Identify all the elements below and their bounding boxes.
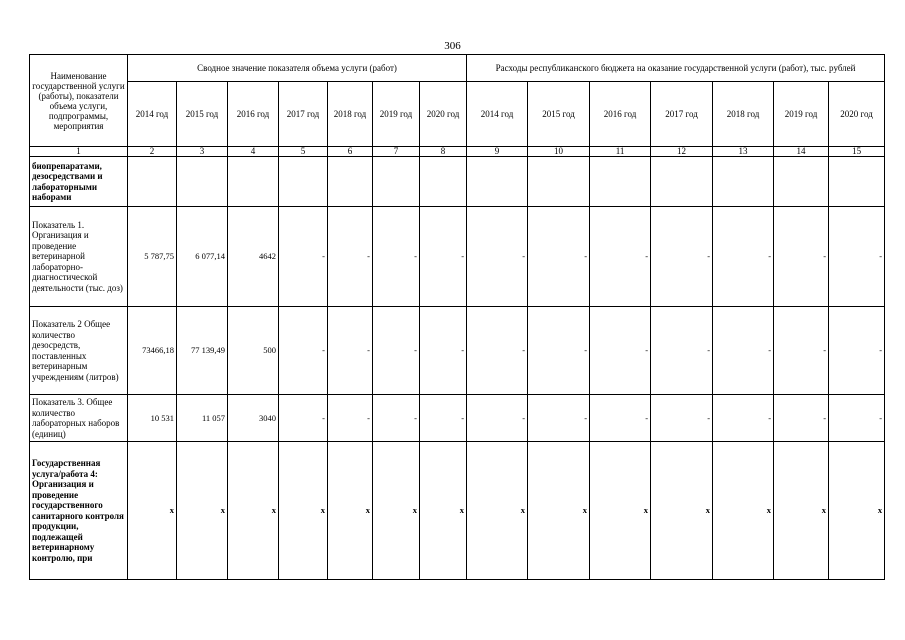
value-cell: x [177,442,228,580]
column-number: 10 [528,147,590,157]
year-header: 2020 год [420,82,467,147]
value-cell: - [590,307,651,395]
column-number: 3 [177,147,228,157]
value-cell [328,157,373,207]
value-cell: - [651,307,713,395]
value-cell: 11 057 [177,395,228,442]
table-row [30,307,885,395]
expenses-group-header: Расходы республиканского бюджета на оказание государственной услуги (работ), тыс. рублей [467,55,885,82]
value-cell: - [467,395,528,442]
value-cell: 6 077,14 [177,207,228,307]
value-cell: x [279,442,328,580]
value-cell: - [774,207,829,307]
value-cell: - [528,307,590,395]
value-cell: - [829,207,885,307]
value-cell: - [420,307,467,395]
row-name-cell: Показатель 1. Организация и проведение ветеринарной лабораторно-диагностической деятельности (тыс. доз) [30,207,128,307]
year-header: 2017 год [651,82,713,147]
column-number-row [30,147,885,157]
value-cell: - [651,395,713,442]
value-cell: 4642 [228,207,279,307]
column-number: 9 [467,147,528,157]
column-number: 8 [420,147,467,157]
value-cell [177,157,228,207]
value-cell [128,157,177,207]
value-cell: - [713,395,774,442]
header-row-years [30,82,885,147]
value-cell: x [467,442,528,580]
value-cell [651,157,713,207]
value-cell: - [590,395,651,442]
year-header: 2018 год [713,82,774,147]
value-cell: - [328,307,373,395]
table-row [30,442,885,580]
value-cell [713,157,774,207]
year-header: 2019 год [774,82,829,147]
value-cell [467,157,528,207]
value-cell [829,157,885,207]
page-number: 306 [444,40,461,52]
budget-table [29,54,885,580]
column-number: 15 [829,147,885,157]
column-number: 1 [30,147,128,157]
value-cell: x [328,442,373,580]
value-cell: - [279,207,328,307]
value-cell: - [328,207,373,307]
column-number: 2 [128,147,177,157]
value-cell [528,157,590,207]
value-cell: - [279,307,328,395]
value-cell [774,157,829,207]
table-body [30,157,885,580]
column-number: 14 [774,147,829,157]
value-cell: 500 [228,307,279,395]
year-header: 2014 год [128,82,177,147]
value-cell: x [420,442,467,580]
header-row-groups [30,55,885,82]
value-cell: - [528,395,590,442]
row-name-cell: Государственная услуга/работа 4: Организация и проведение государственного санитарного контроля продукции, подлежащей ветеринарному контролю, при [30,442,128,580]
year-header: 2016 год [590,82,651,147]
value-cell: - [373,307,420,395]
value-cell [420,157,467,207]
value-cell: - [328,395,373,442]
table-row [30,157,885,207]
value-cell: 73466,18 [128,307,177,395]
column-number: 11 [590,147,651,157]
value-cell: - [420,395,467,442]
value-cell: - [713,207,774,307]
row-name-cell: биопрепаратами, дезосредствами и лабораторными наборами [30,157,128,207]
value-cell: - [467,307,528,395]
value-cell: x [829,442,885,580]
year-header: 2015 год [528,82,590,147]
value-cell: - [774,395,829,442]
table-row [30,395,885,442]
column-number: 7 [373,147,420,157]
value-cell: x [590,442,651,580]
year-header: 2015 год [177,82,228,147]
column-number: 12 [651,147,713,157]
column-number: 5 [279,147,328,157]
year-header: 2017 год [279,82,328,147]
value-cell: - [528,207,590,307]
row-name-cell: Показатель 3. Общее количество лабораторных наборов (единиц) [30,395,128,442]
column-number: 13 [713,147,774,157]
row-name-cell: Показатель 2 Общее количество дезосредств, поставленных ветеринарным учреждениям (литров) [30,307,128,395]
value-cell [279,157,328,207]
value-cell: x [713,442,774,580]
column-number: 4 [228,147,279,157]
table-row [30,207,885,307]
name-column-header: Наименование государственной услуги (работы), показатели объема услуги, подпрограммы, мероприятия [30,55,128,147]
value-cell: x [228,442,279,580]
value-cell: x [373,442,420,580]
value-cell: - [651,207,713,307]
value-cell: - [373,395,420,442]
value-cell: - [279,395,328,442]
value-cell: - [829,395,885,442]
volume-group-header: Сводное значение показателя объема услуги (работ) [128,55,467,82]
value-cell: - [373,207,420,307]
value-cell: x [774,442,829,580]
year-header: 2020 год [829,82,885,147]
value-cell: 77 139,49 [177,307,228,395]
value-cell: - [713,307,774,395]
value-cell: 10 531 [128,395,177,442]
value-cell: x [651,442,713,580]
value-cell [228,157,279,207]
value-cell: - [829,307,885,395]
year-header: 2018 год [328,82,373,147]
value-cell: - [774,307,829,395]
value-cell: x [528,442,590,580]
column-number: 6 [328,147,373,157]
year-header: 2016 год [228,82,279,147]
value-cell: x [128,442,177,580]
value-cell [590,157,651,207]
value-cell: - [590,207,651,307]
year-header: 2019 год [373,82,420,147]
value-cell: - [420,207,467,307]
value-cell: - [467,207,528,307]
value-cell: 3040 [228,395,279,442]
value-cell: 5 787,75 [128,207,177,307]
value-cell [373,157,420,207]
year-header: 2014 год [467,82,528,147]
